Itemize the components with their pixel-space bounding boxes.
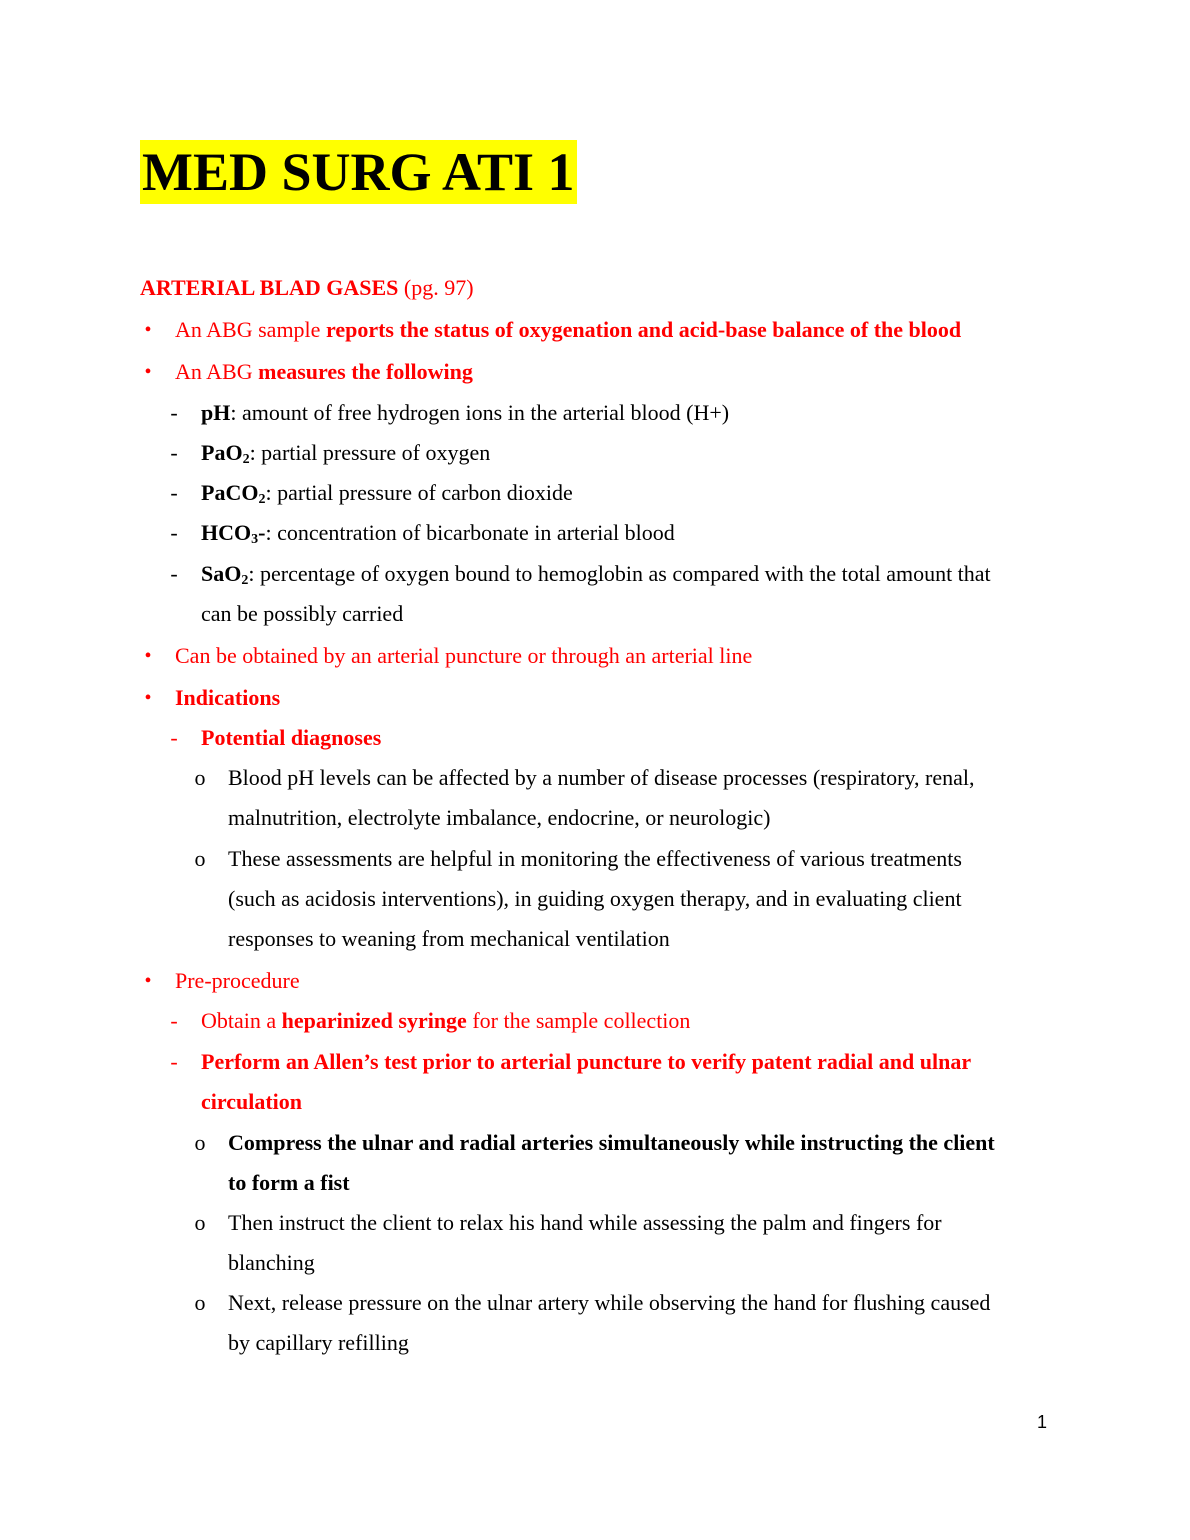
bullet-bold-text: Indications (175, 685, 281, 710)
measure-desc: : partial pressure of carbon dioxide (265, 480, 573, 505)
measure-hco3 (201, 520, 675, 546)
allen-step-line (228, 1130, 995, 1156)
diagnosis-item-line: These assessments are helpful in monitoring the effectiveness of various treatments (228, 846, 962, 871)
measure-term-suffix: - (258, 520, 266, 545)
measure-term: SaO (201, 561, 242, 586)
allen-step-line: Next, release pressure on the ulnar artery while observing the hand for flushing caused (228, 1290, 991, 1315)
diagnosis-item-line: malnutrition, electrolyte imbalance, endocrine, or neurologic) (228, 805, 771, 830)
section-heading (140, 275, 474, 301)
item-text: Obtain a (201, 1008, 282, 1033)
circle-marker: o (194, 1210, 206, 1235)
item-bold-text: Perform an Allen’s test prior to arterial puncture to verify patent radial and ulnar (201, 1049, 972, 1074)
bullet-pre-procedure: Pre-procedure (175, 968, 300, 993)
bullet-abg-sample (175, 317, 961, 343)
dash-marker: - (170, 1049, 178, 1074)
item-bold-text: Compress the ulnar and radial arteries simultaneously while instructing the client (228, 1130, 995, 1155)
sub-heading-text: Potential diagnoses (201, 725, 382, 750)
dash-marker: - (170, 520, 178, 545)
bullet-obtained: Can be obtained by an arterial puncture or through an arterial line (175, 643, 753, 668)
bullet-bold-text: reports the status of oxygenation and acid-base balance of the blood (325, 317, 962, 342)
dash-marker: - (170, 1008, 178, 1033)
document-title: MED SURG ATI 1 (142, 142, 575, 202)
measure-subscript: 2 (242, 452, 250, 467)
measure-desc: : amount of free hydrogen ions in the arterial blood (H+) (230, 400, 730, 425)
section-heading-text: ARTERIAL BLAD GASES (140, 275, 399, 300)
measure-term: PaO (201, 440, 243, 465)
measure-desc: : percentage of oxygen bound to hemoglobin as compared with the total amount that (248, 561, 991, 586)
dash-marker: - (170, 400, 178, 425)
page-number: 1 (1037, 1412, 1048, 1432)
bullet-marker: • (144, 645, 152, 667)
dash-marker: - (170, 480, 178, 505)
potential-diagnoses (201, 725, 381, 751)
item-text: for the sample collection (466, 1008, 691, 1033)
measure-sao2-continued: can be possibly carried (201, 601, 404, 626)
allen-step-line: by capillary refilling (228, 1330, 409, 1355)
measure-subscript: 2 (258, 492, 266, 507)
item-bold-text: circulation (201, 1089, 303, 1114)
bullet-indications (175, 685, 280, 711)
measure-subscript: 2 (241, 573, 249, 588)
circle-marker: o (194, 1290, 206, 1315)
measure-desc: : partial pressure of oxygen (249, 440, 491, 465)
bullet-marker: • (144, 970, 152, 992)
circle-marker: o (194, 1130, 206, 1155)
bullet-text: An ABG (175, 359, 259, 384)
measure-subscript: 3 (251, 532, 259, 547)
bullet-abg-measures (175, 359, 473, 385)
dash-marker: - (170, 561, 178, 586)
item-bold-text: to form a fist (228, 1170, 350, 1195)
bullet-marker: • (144, 319, 152, 341)
allen-test (201, 1049, 971, 1075)
measure-pao2 (201, 440, 490, 466)
dash-marker: - (170, 725, 178, 750)
item-bold-text: heparinized syringe (281, 1008, 467, 1033)
obtain-syringe (201, 1008, 690, 1034)
diagnosis-item-line: responses to weaning from mechanical ventilation (228, 926, 670, 951)
measure-term: HCO (201, 520, 252, 545)
bullet-marker: • (144, 361, 152, 383)
allen-test-continued (201, 1089, 302, 1115)
circle-marker: o (194, 765, 206, 790)
allen-step-line (228, 1170, 350, 1196)
diagnosis-item-line: (such as acidosis interventions), in guiding oxygen therapy, and in evaluating client (228, 886, 962, 911)
allen-step-line: Then instruct the client to relax his hand while assessing the palm and fingers for (228, 1210, 942, 1235)
bullet-text: An ABG sample (175, 317, 326, 342)
bullet-bold-text: measures the following (258, 359, 473, 384)
allen-step-line: blanching (228, 1250, 315, 1275)
measure-sao2 (201, 561, 991, 587)
measure-paco2 (201, 480, 573, 506)
circle-marker: o (194, 846, 206, 871)
bullet-marker: • (144, 687, 152, 709)
section-page-ref: (pg. 97) (398, 275, 474, 300)
measure-term: PaCO (201, 480, 259, 505)
diagnosis-item-line: Blood pH levels can be affected by a number of disease processes (respiratory, renal, (228, 765, 975, 790)
measure-desc: : concentration of bicarbonate in arterial blood (265, 520, 675, 545)
measure-ph (201, 400, 729, 426)
dash-marker: - (170, 440, 178, 465)
measure-term: pH (201, 400, 231, 425)
